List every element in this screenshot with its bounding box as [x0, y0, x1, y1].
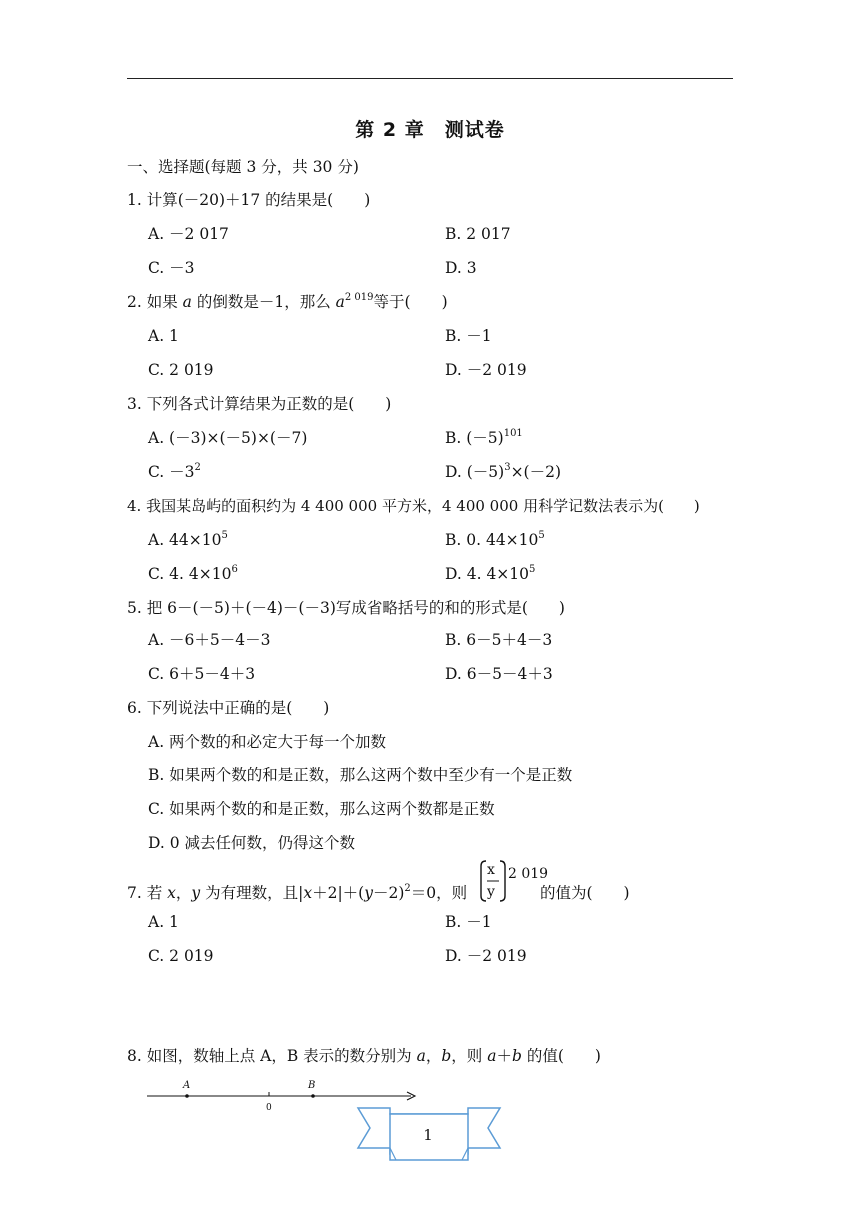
q4-option-b: B. 0. $44\times 10^5$ [445, 530, 545, 549]
q4-option-d: D. 4. $4\times 10^5$ [445, 564, 536, 583]
question-2-stem: 2. 如果 a 的倒数是－1，那么 $a^{2 019}$等于( ) [127, 292, 448, 311]
q2-option-c: C. 2 019 [148, 361, 214, 379]
page-number: 1 [423, 1126, 433, 1144]
page-title: 第 2 章 测试卷 [355, 119, 505, 141]
q3-option-a: A. (－3)×(－5)×(－7) [148, 429, 308, 447]
q7-option-b: B. －1 [445, 913, 492, 931]
question-6-stem: 6. 下列说法中正确的是( ) [127, 699, 330, 717]
q7-option-d: D. －2 019 [445, 947, 527, 965]
origin-label: 0 [266, 1103, 272, 1113]
question-3-stem: 3. 下列各式计算结果为正数的是( ) [127, 395, 392, 413]
q3-option-b: B. $(-5)^{101}$ [445, 428, 523, 447]
q1-option-a: A. －2 017 [148, 225, 229, 243]
q3-option-d: D. $(-5)^3\times(-2)$ [445, 462, 562, 481]
q6-option-d: D. 0 减去任何数，仍得这个数 [148, 834, 356, 852]
q7-exponent: 2 019 [508, 866, 549, 882]
q2-option-a: A. 1 [148, 327, 179, 345]
q6-option-b: B. 如果两个数的和是正数，那么这两个数中至少有一个是正数 [148, 766, 573, 784]
q7-fraction-power [480, 858, 549, 904]
q1-option-c: C. －3 [148, 259, 195, 277]
question-4-stem: 4. 我国某岛屿的面积约为 4 400 000 平方米，4 400 000 用科学记数法表示为( ) [127, 497, 700, 515]
question-5-stem: 5. 把 6－(－5)＋(－4)－(－3)写成省略括号的和的形式是( ) [127, 599, 565, 617]
question-8-stem: 8. 如图，数轴上点 A，B 表示的数分别为 a，b，则 a＋b 的值( ) [127, 1047, 601, 1065]
question-7-stem-tail: 的值为( ) [540, 884, 630, 902]
point-a-label: A [183, 1080, 191, 1091]
question-7-stem: 7. 若 x，y 为有理数，且$|x+2|+(y-2)^2=0$，则 [127, 883, 468, 902]
q2-option-d: D. －2 019 [445, 361, 527, 379]
q7-option-a: A. 1 [148, 913, 179, 931]
q2-option-b: B. －1 [445, 327, 492, 345]
q7-option-c: C. 2 019 [148, 947, 214, 965]
q7-fraction-numerator: x [487, 862, 495, 878]
q6-option-a: A. 两个数的和必定大于每一个加数 [148, 733, 387, 751]
q6-option-c: C. 如果两个数的和是正数，那么这两个数都是正数 [148, 800, 495, 818]
q1-option-d: D. 3 [445, 259, 477, 277]
q5-option-b: B. 6－5＋4－3 [445, 631, 553, 649]
q5-option-d: D. 6－5－4＋3 [445, 665, 553, 683]
q5-option-a: A. －6＋5－4－3 [148, 631, 271, 649]
q1-option-b: B. 2 017 [445, 225, 511, 243]
header-rule [127, 78, 733, 79]
q5-option-c: C. 6＋5－4＋3 [148, 665, 256, 683]
point-b-label: B [308, 1080, 316, 1091]
section-heading: 一、选择题(每题 3 分，共 30 分) [127, 158, 359, 176]
q4-option-a: A. $44\times 10^5$ [148, 530, 228, 549]
q4-option-c: C. 4. $4\times 10^6$ [148, 564, 238, 583]
q3-option-c: C. $-3^2$ [148, 462, 201, 481]
q7-fraction-denominator: y [487, 884, 495, 900]
question-1-stem: 1. 计算(－20)＋17 的结果是( ) [127, 191, 371, 209]
